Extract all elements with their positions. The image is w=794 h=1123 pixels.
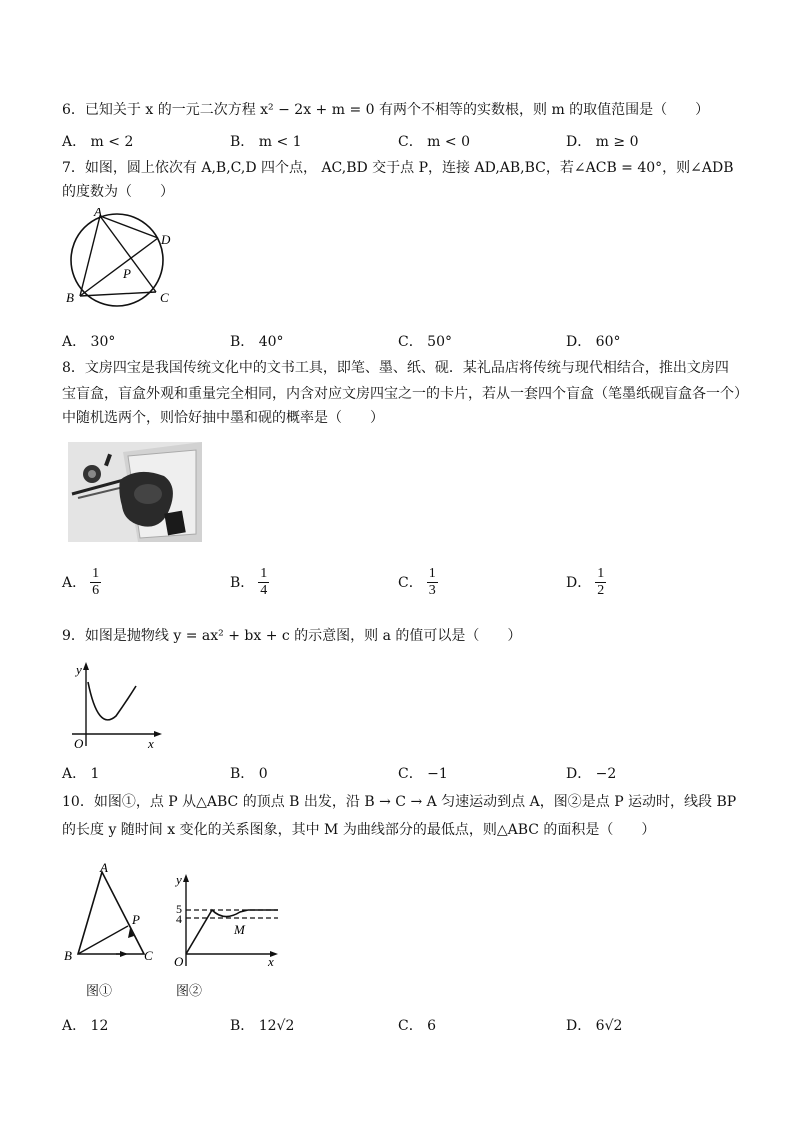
caption-fig1: 图①: [86, 984, 113, 999]
origin-label: O: [74, 736, 84, 751]
q6-option-b[interactable]: B． m < 1: [230, 134, 302, 150]
q6-option-a[interactable]: A． m < 2: [62, 134, 134, 150]
q10-triangle-figure: [62, 862, 162, 968]
arrow-bc: [120, 951, 128, 957]
q10-option-d[interactable]: D． 6√2: [566, 1018, 623, 1034]
tick-4: 4: [176, 912, 182, 926]
y-label: y: [76, 662, 82, 677]
fraction-a: $\frac{1}{6}$: [92, 566, 100, 598]
q7-option-c[interactable]: C． 50°: [398, 334, 452, 350]
q7-option-b[interactable]: B． 40°: [230, 334, 284, 350]
label-b: B: [64, 948, 72, 963]
label-d: D: [161, 232, 171, 247]
q7-option-a[interactable]: A． 30°: [62, 334, 116, 350]
q10-graph-figure: [168, 866, 284, 970]
q8-option-c[interactable]: C． $\frac{1}{3}$: [398, 566, 436, 598]
q10-stem-line2: 的长度 y 随时间 x 变化的关系图象，其中 M 为曲线部分的最低点，则△ABC 的面积是（ ）: [62, 822, 656, 838]
q6-option-c[interactable]: C． m < 0: [398, 134, 470, 150]
q7-stem-line1: 7．如图，圆上依次有 A,B,C,D 四个点， AC,BD 交于点 P，连接 AD,AB,BC，若∠ACB = 40°，则∠ADB: [62, 160, 734, 176]
fraction-b: $\frac{1}{4}$: [260, 566, 268, 598]
q10-option-a[interactable]: A． 12: [62, 1018, 109, 1034]
q8-option-a[interactable]: A． $\frac{1}{6}$: [62, 566, 100, 598]
q9-option-a[interactable]: A． 1: [62, 766, 100, 782]
q6-stem: 6．已知关于 x 的一元二次方程 x² − 2x + m = 0 有两个不相等的实数根，则 m 的取值范围是（ ）: [62, 102, 710, 118]
q8-stem-line2: 宝盲盒，盲盒外观和重量完全相同，内含对应文房四宝之一的卡片，若从一套四个盲盒（笔墨纸砚盲盒各一个）: [62, 386, 748, 402]
q9-option-c[interactable]: C． −1: [398, 766, 448, 782]
q10-option-b[interactable]: B． 12√2: [230, 1018, 295, 1034]
x-label: x: [148, 736, 154, 751]
chord-bc: [80, 292, 156, 296]
q7-circle-figure: [58, 208, 188, 308]
caption-fig2: 图②: [176, 984, 203, 999]
fraction-d: $\frac{1}{2}$: [597, 566, 605, 598]
q9-stem: 9．如图是抛物线 y = ax² + bx + c 的示意图，则 a 的值可以是（ ）: [62, 628, 522, 644]
label-c: C: [160, 290, 169, 305]
label-p: P: [123, 266, 131, 281]
fraction-c: $\frac{1}{3}$: [428, 566, 436, 598]
label-p: P: [132, 912, 140, 927]
four-treasures-photo: [68, 442, 202, 542]
q8-option-d[interactable]: D． $\frac{1}{2}$: [566, 566, 605, 598]
label-b: B: [66, 290, 74, 305]
q8-stem-line1: 8．文房四宝是我国传统文化中的文书工具，即笔、墨、纸、砚．某礼品店将传统与现代相结合，推出文房四: [62, 360, 729, 376]
tick-5: 5: [176, 902, 182, 916]
q9-parabola-figure: [62, 658, 172, 754]
x-label: x: [268, 954, 274, 969]
label-c: C: [144, 948, 153, 963]
label-a: A: [100, 862, 108, 875]
origin-label: O: [174, 954, 184, 969]
label-m: M: [234, 922, 245, 937]
parabola-curve: [88, 682, 136, 720]
q10-stem-line1: 10．如图①，点 P 从△ABC 的顶点 B 出发，沿 B → C → A 匀速运动到点 A，图②是点 P 运动时，线段 BP: [62, 794, 737, 810]
q10-option-c[interactable]: C． 6: [398, 1018, 437, 1034]
q6-option-d[interactable]: D． m ≥ 0: [566, 134, 639, 150]
q9-option-b[interactable]: B． 0: [230, 766, 268, 782]
q8-option-b[interactable]: B． $\frac{1}{4}$: [230, 566, 268, 598]
label-a: A: [94, 208, 102, 219]
q9-option-d[interactable]: D． −2: [566, 766, 617, 782]
q7-option-d[interactable]: D． 60°: [566, 334, 621, 350]
q7-stem-line2: 的度数为（ ）: [62, 184, 174, 200]
graph-curve: [186, 910, 278, 954]
q8-stem-line3: 中随机选两个，则恰好抽中墨和砚的概率是（ ）: [62, 410, 384, 426]
y-label: y: [176, 872, 182, 887]
